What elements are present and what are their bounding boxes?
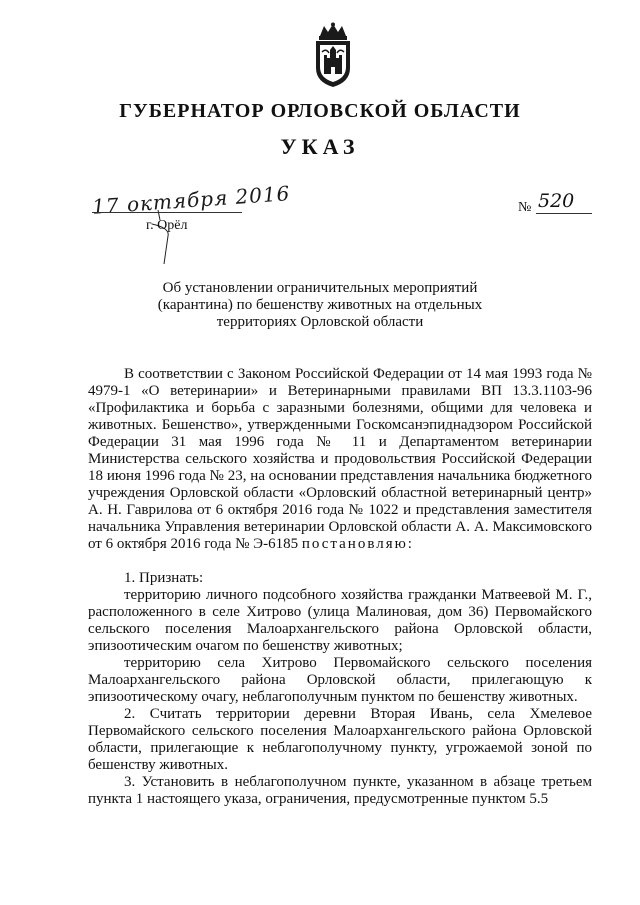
subject-line: территориях Орловской области [216, 314, 424, 330]
item-2-paragraph: 2. Считать территории деревни Вторая Ивань, села Хмелевое Первомайского сельского поселения Малоархангельского района Орловской области, прилегающие к неблагополучному пункту, угрожаемой зоной по бешенству животных. [88, 706, 592, 773]
item-1-paragraph-a: территорию личного подсобного хозяйства гражданки Матвеевой М. Г., расположенного в селе Хитрово (улица Малиновая, дом 36) Первомайского сельского поселения Малоархангельского района Орловской области, эпизоотическим очагом по бешенству животных; [88, 587, 592, 654]
subject-line: Об установлении ограничительных мероприятий [162, 280, 478, 296]
item-1-heading: 1. Признать: [124, 570, 204, 586]
coat-of-arms-emblem [308, 22, 358, 88]
handwritten-date: 17 октября 2016 [91, 181, 292, 219]
decree-verb: постановляю: [301, 536, 414, 552]
preamble-text: В соответствии с Законом Российской Федерации от 14 мая 1993 года № 4979-1 «О ветеринарии» и Ветеринарными правилами ВП 13.3.1103-96 «Профилактика и борьба с заразными болезнями, общими для человека и животных. Бешенство», утвержденными Госкомсанэпиднадзором Российской Федерации 31 мая 1996 года № 11 и Департаментом ветеринарии Министерства сельского хозяйства и продовольствия Российской Федерации 18 июня 1996 года № 23, на основании представления начальника бюджетного учреждения Орловской области «Орловский областной ветеринарный центр» А. Н. Гаврилова от 6 октября 2016 года № 1022 и представления заместителя начальника Управления ветеринарии Орловской области А. А. Максимовского от 6 октября 2016 года № Э-6185 [88, 366, 592, 552]
handwritten-number: 520 [538, 190, 575, 212]
number-underline [536, 213, 592, 214]
issuing-authority: ГУБЕРНАТОР ОРЛОВСКОЙ ОБЛАСТИ [119, 100, 521, 122]
number-label: № [518, 200, 532, 215]
document-body [88, 366, 592, 808]
item-1-paragraph-b: территорию села Хитрово Первомайского сельского поселения Малоархангельского района Орловской области, прилегающую к эпизоотическому очагу, неблагополучным пунктом по бешенству животных. [88, 655, 592, 705]
document-type-title: УКАЗ [280, 134, 360, 159]
preamble-paragraph [88, 366, 592, 553]
handwritten-stroke [130, 206, 200, 266]
place-of-issue: г. Орёл [146, 218, 188, 233]
subject-line: (карантина) по бешенству животных на отдельных [157, 297, 483, 313]
item-3-paragraph: 3. Установить в неблагополучном пункте, указанном в абзаце третьем пункта 1 настоящего указа, ограничения, предусмотренные пунктом 5.5 [88, 774, 592, 807]
document-subject [120, 280, 520, 331]
